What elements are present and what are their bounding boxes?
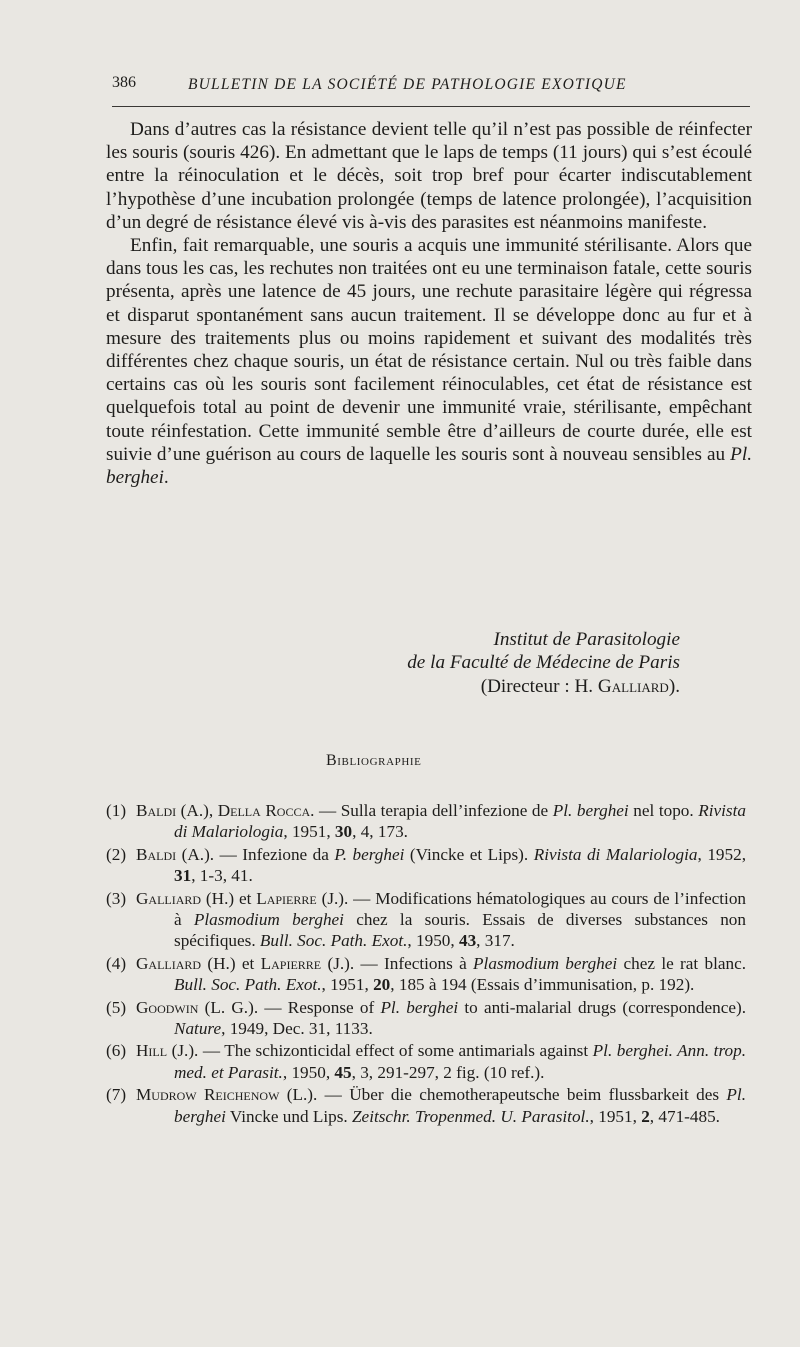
- entry-journal: Zeitschr. Tropenmed. U. Parasitol.: [352, 1106, 590, 1126]
- page-number: 386: [112, 74, 136, 91]
- entry-author: Della Rocca: [217, 801, 311, 820]
- bibliography-list: [106, 800, 746, 1128]
- entry-text: Vincke und Lips.: [225, 1106, 352, 1126]
- entry-species: Plasmodium berghei: [193, 910, 344, 930]
- entry-text: (J.). — Modifications hématologiques au cours de l’infection à: [174, 888, 747, 930]
- entry-species: Pl. berghei: [174, 1085, 746, 1126]
- entry-number: (1): [106, 801, 127, 820]
- entry-journal: Bull. Soc. Path. Exot.: [259, 931, 408, 951]
- entry-text: , 1951,: [589, 1106, 642, 1126]
- entry-species: P. berghei: [334, 844, 405, 864]
- entry-text: (A.),: [176, 801, 218, 820]
- paragraph-2-text: Enfin, fait remarquable, une souris a acquis une immunité stérilisante. Alors que dans tous les cas, les rechutes non traitées ont eu une terminaison fatale, cette souris présenta, après une latence de 45 jours, une rechute parasitaire légère qui régressa et disparut spontanément sans aucun traitement. Il se développe donc au fur et à mesure des traitements plus ou moins rapidement et suivant des modalités très différentes chez chaque souris, un état de résistance certain. Nul ou très faible dans certains cas où les souris sont facilement réinoculables, cet état de résistance est quelquefois total au point de devenir une immunité vraie, stérilisante, empêchant toute réinfestation. Cette immunité semble être d’ailleurs de courte durée, elle est suivie d’une guérison au cours de laquelle les souris sont à nouveau sensibles au: [106, 235, 752, 465]
- entry-text: , 185 à 194 (Essais d’immunisation, p. 192).: [390, 975, 695, 995]
- bibliography-entry: [106, 1040, 746, 1083]
- entry-text: , 1951,: [283, 822, 335, 842]
- entry-number: (3): [106, 888, 127, 908]
- entry-text: , 1950,: [407, 931, 459, 951]
- bibliography-heading: Bibliographie: [326, 752, 422, 769]
- entry-text: , 1949, Dec. 31, 1133.: [221, 1019, 373, 1039]
- entry-text: , 471-485.: [649, 1106, 720, 1126]
- signature-block: [106, 628, 680, 698]
- bibliography-entry: [106, 888, 746, 952]
- entry-author: Lapierre: [260, 953, 322, 973]
- entry-journal: Rivista di Malariologia: [533, 844, 698, 864]
- entry-text: (H.) et: [201, 888, 257, 908]
- paragraph-1: Dans d’autres cas la résistance devient telle qu’il n’est pas possible de réinfecter les souris (souris 426). En admettant que le laps de temps (11 jours) qui s’est écoulé entre la réinoculation et le décès, soit trop bref pour écarter indiscutablement l’hypothèse d’une incubation prolongée (temps de latence prolongée), l’acquisition d’un degré de résistance élevé vis à-vis des parasites est néanmoins manifeste.: [106, 119, 752, 233]
- entry-author: Galliard: [136, 953, 202, 973]
- bibliography-entry: [106, 997, 746, 1040]
- entry-volume: 43: [458, 931, 477, 951]
- body-text: [106, 118, 752, 489]
- entry-volume: 45: [334, 1062, 352, 1082]
- entry-volume: 2: [641, 1106, 650, 1126]
- entry-author: Galliard: [136, 888, 202, 908]
- entry-text: (H.) et: [201, 953, 261, 973]
- entry-text: . — Sulla terapia dell’infezione de: [310, 801, 553, 820]
- entry-author: Mudrow Reichenow: [136, 1085, 280, 1105]
- signature-institute: Institut de Parasitologie: [493, 629, 680, 650]
- entry-journal: Bull. Soc. Path. Exot.: [174, 975, 322, 995]
- entry-number: (6): [106, 1041, 127, 1061]
- director-name: Galliard: [597, 675, 669, 697]
- bibliography-entry: [106, 844, 746, 887]
- entry-text: (J.). — The schizonticidal effect of some antimarials against: [167, 1041, 593, 1061]
- entry-text: (Vincke et Lips).: [404, 844, 534, 864]
- entry-volume: 30: [334, 822, 353, 842]
- entry-number: (7): [106, 1085, 127, 1105]
- entry-text: (A.). — Infezione da: [176, 844, 335, 864]
- entry-text: , 4, 173.: [352, 822, 408, 842]
- paragraph-2-end: .: [163, 467, 169, 489]
- entry-species: Pl. berghei. Ann. trop. med. et Parasit.: [174, 1041, 746, 1082]
- entry-number: (2): [106, 844, 127, 864]
- header-rule: [112, 106, 750, 107]
- paragraph-2: [106, 234, 752, 489]
- entry-text: , 1950,: [282, 1062, 335, 1082]
- entry-journal: Rivista di Malariologia: [174, 801, 746, 842]
- entry-volume: 31: [174, 866, 192, 886]
- bibliography-entry: [106, 953, 746, 996]
- entry-author: Baldi: [136, 801, 177, 820]
- director-prefix: (Directeur : H.: [480, 675, 598, 697]
- entry-text: , 1951,: [321, 975, 374, 995]
- entry-text: nel topo.: [628, 801, 699, 820]
- bibliography-entry: [106, 800, 746, 843]
- entry-author: Lapierre: [256, 888, 317, 908]
- entry-text: (L.). — Über die chemotherapeutsche beim flussbarkeit des: [279, 1085, 727, 1105]
- bibliography-entry: [106, 1084, 746, 1127]
- entry-text: chez la souris. Essais de diverses substances non spécifiques.: [174, 910, 746, 951]
- entry-text: to anti-malarial drugs (correspondence).: [458, 997, 746, 1017]
- entry-text: , 317.: [476, 931, 515, 951]
- entry-journal: Nature: [174, 1019, 222, 1039]
- entry-author: Goodwin: [136, 997, 199, 1017]
- species-name: Pl. berghei: [106, 443, 752, 489]
- entry-text: chez le rat blanc.: [617, 953, 747, 973]
- entry-number: (5): [106, 997, 127, 1017]
- signature-director: [106, 675, 680, 698]
- entry-text: (L. G.). — Response of: [198, 997, 381, 1017]
- entry-text: (J.). — Infections à: [321, 953, 474, 973]
- entry-volume: 20: [373, 975, 391, 995]
- signature-faculty: de la Faculté de Médecine de Paris: [407, 652, 680, 674]
- entry-text: , 3, 291-297, 2 fig. (10 ref.).: [351, 1062, 545, 1082]
- entry-text: , 1-3, 41.: [191, 866, 253, 886]
- director-suffix: ).: [668, 675, 680, 697]
- entry-author: Hill: [136, 1041, 168, 1061]
- entry-text: , 1952,: [697, 844, 746, 864]
- entry-number: (4): [106, 953, 127, 973]
- entry-species: Pl. berghei: [380, 997, 459, 1017]
- entry-species: Plasmodium berghei: [473, 953, 618, 973]
- entry-species: Pl. berghei: [552, 801, 629, 820]
- running-title: BULLETIN DE LA SOCIÉTÉ DE PATHOLOGIE EXOTIQUE: [188, 76, 627, 93]
- entry-author: Baldi: [136, 844, 177, 864]
